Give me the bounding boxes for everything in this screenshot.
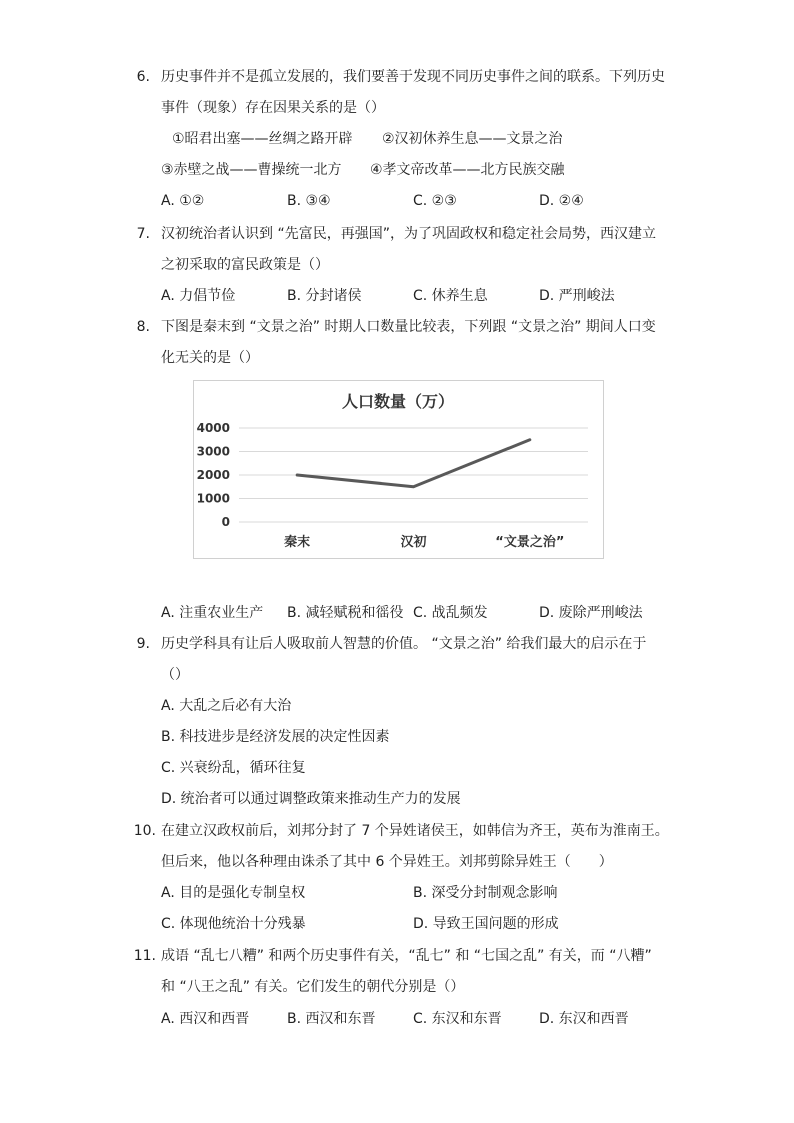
question-stem-line: 汉初统治者认识到 “先富民，再强国”，为了巩固政权和稳定社会局势，西汉建立 xyxy=(161,226,656,242)
option-a: A. 力倡节俭 xyxy=(161,288,236,304)
question-item: ④孝文帝改革——北方民族交融 xyxy=(370,162,565,178)
question-item: ③赤壁之战——曹操统一北方 xyxy=(161,162,342,178)
question-stem-line: 但后来，他以各种理由诛杀了其中 6 个异姓王。刘邦剪除异姓王（ ） xyxy=(161,854,613,870)
question-number: 11. xyxy=(133,948,156,964)
option-a: A. ①② xyxy=(161,193,205,209)
chart-title: 人口数量（万） xyxy=(341,392,455,411)
question-number: 9. xyxy=(136,636,150,652)
x-tick-label: 秦末 xyxy=(284,535,311,550)
option-b: B. 科技进步是经济发展的决定性因素 xyxy=(161,729,390,745)
question-number: 7. xyxy=(136,226,150,242)
option-d: D. 统治者可以通过调整政策来推动生产力的发展 xyxy=(161,791,461,807)
population-line-chart xyxy=(193,380,604,559)
y-tick-label: 0 xyxy=(221,515,230,529)
option-d: D. 导致王国问题的形成 xyxy=(413,916,559,932)
option-b: B. 减轻赋税和徭役 xyxy=(287,605,404,621)
option-a: A. 注重农业生产 xyxy=(161,605,264,621)
option-b: B. 分封诸侯 xyxy=(287,288,362,304)
question-stem-line: 历史学科具有让后人吸取前人智慧的价值。 “文景之治” 给我们最大的启示在于 xyxy=(161,636,647,652)
question-stem-line: 成语 “乱七八糟” 和两个历史事件有关，“乱七” 和 “七国之乱” 有关，而 “八糟” xyxy=(161,948,652,964)
option-b: B. ③④ xyxy=(287,193,331,209)
option-b: B. 西汉和东晋 xyxy=(287,1011,376,1027)
option-b: B. 深受分封制观念影响 xyxy=(413,885,558,901)
option-c: C. 战乱频发 xyxy=(413,605,488,621)
y-tick-label: 2000 xyxy=(196,468,230,482)
option-c: C. 兴衰纷乱，循环往复 xyxy=(161,760,306,776)
option-a: A. 西汉和西晋 xyxy=(161,1011,250,1027)
question-stem-line: 事件（现象）存在因果关系的是（） xyxy=(161,100,385,116)
question-item: ②汉初休养生息——文景之治 xyxy=(382,131,563,147)
question-stem-line: 和 “八王之乱” 有关。它们发生的朝代分别是（） xyxy=(161,979,465,995)
question-item: ①昭君出塞——丝绸之路开辟 xyxy=(172,131,353,147)
option-c: C. 体现他统治十分残暴 xyxy=(161,916,306,932)
question-stem-line: 在建立汉政权前后，刘邦分封了 7 个异姓诸侯王，如韩信为齐王，英布为淮南王。 xyxy=(161,823,669,839)
question-number: 6. xyxy=(136,69,150,85)
option-c: C. 东汉和东晋 xyxy=(413,1011,502,1027)
question-number: 8. xyxy=(136,319,150,335)
option-d: D. ②④ xyxy=(539,193,584,209)
question-stem-line: 历史事件并不是孤立发展的，我们要善于发现不同历史事件之间的联系。下列历史 xyxy=(161,69,665,85)
option-a: A. 目的是强化专制皇权 xyxy=(161,885,306,901)
question-stem-line: 下图是秦末到 “文景之治” 时期人口数量比较表，下列跟 “文景之治” 期间人口变 xyxy=(161,319,656,335)
y-tick-label: 1000 xyxy=(196,491,230,506)
question-stem-line: 之初采取的富民政策是（） xyxy=(161,257,329,273)
question-number: 10. xyxy=(133,823,156,839)
option-c: C. ②③ xyxy=(413,193,457,209)
x-tick-label: “文景之治” xyxy=(495,535,565,550)
option-d: D. 废除严刑峻法 xyxy=(539,605,643,621)
option-c: C. 休养生息 xyxy=(413,288,488,304)
option-d: D. 严刑峻法 xyxy=(539,288,615,304)
option-d: D. 东汉和西晋 xyxy=(539,1011,629,1027)
question-stem-line: （） xyxy=(161,667,189,683)
y-tick-label: 4000 xyxy=(196,421,230,435)
x-tick-label: 汉初 xyxy=(400,535,427,550)
option-a: A. 大乱之后必有大治 xyxy=(161,698,292,714)
question-stem-line: 化无关的是（） xyxy=(161,350,259,366)
y-tick-label: 3000 xyxy=(196,444,230,459)
